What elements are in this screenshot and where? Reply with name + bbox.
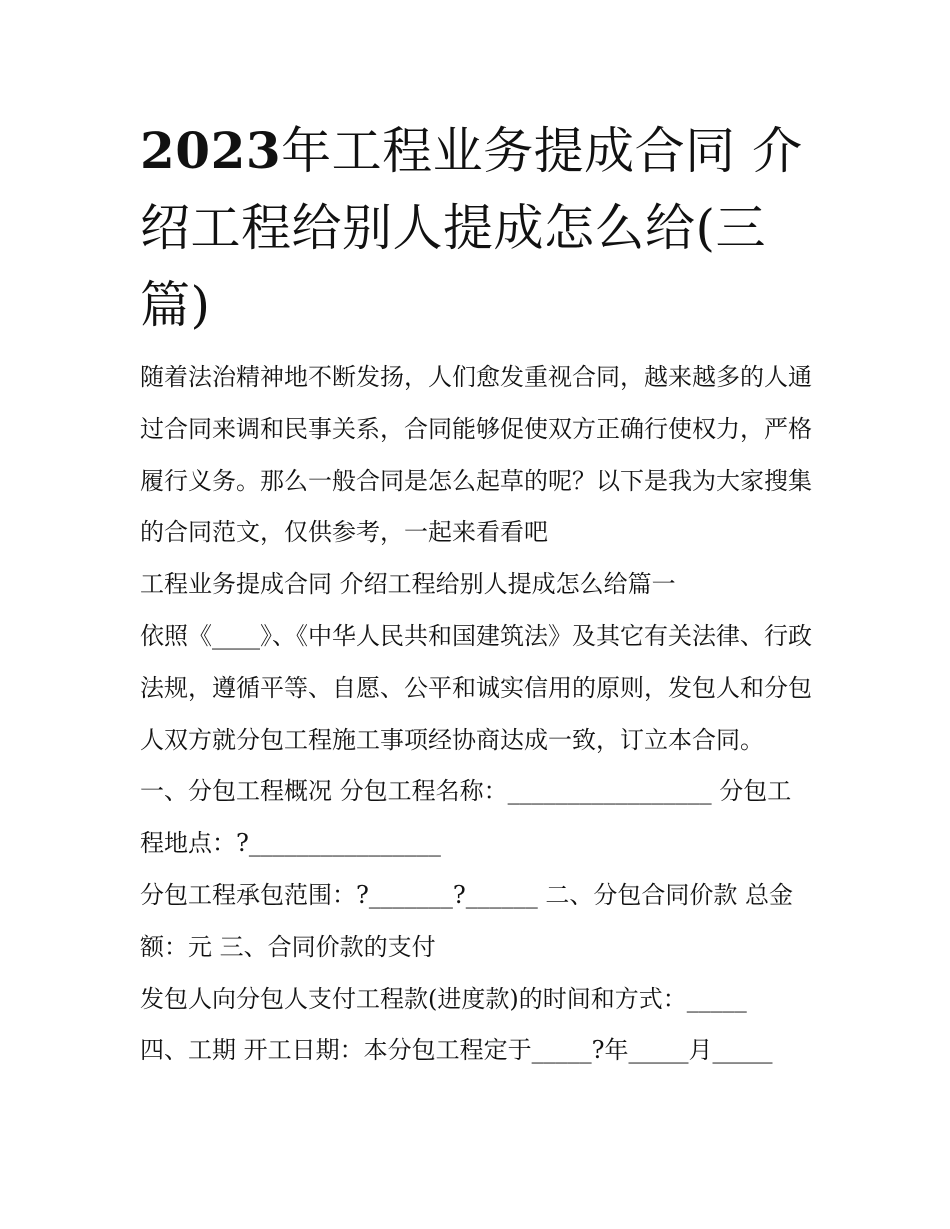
contract-preamble: 依照《____》、《中华人民共和国建筑法》及其它有关法律、行政法规，遵循平等、自愿、公平和诚实信用的原则，发包人和分包人双方就分包工程施工事项经协商达成一致，订立本合同。 — [140, 621, 812, 754]
clause-payment: 发包人向分包人支付工程款(进度款)的时间和方式：_____ — [140, 984, 747, 1013]
clause-schedule: 四、工期 开工日期：本分包工程定于_____?年_____月_____ — [140, 1036, 773, 1065]
clause-scope-and-price: 分包工程承包范围：?_______?______ 二、分包合同价款 总金额：元 三、合同价款的支付 — [140, 880, 793, 961]
intro-paragraph: 随着法治精神地不断发扬，人们愈发重视合同，越来越多的人通过合同来调和民事关系，合同能够促使双方正确行使权力，严格履行义务。那么一般合同是怎么起草的呢？以下是我为大家搜集的合同范文，仅供参考，一起来看看吧 — [140, 363, 812, 547]
document-title — [140, 112, 820, 344]
title-year: 2023 — [140, 121, 282, 180]
document-body — [140, 352, 815, 1077]
title-text: 年工程业务提成合同 介绍工程给别人提成怎么给(三篇) — [140, 122, 803, 334]
section-heading: 工程业务提成合同 介绍工程给别人提成怎么给篇一 — [140, 570, 676, 599]
clause-project-overview: 一、分包工程概况 分包工程名称：_________________ 分包工程地点：?________________ — [140, 777, 792, 858]
